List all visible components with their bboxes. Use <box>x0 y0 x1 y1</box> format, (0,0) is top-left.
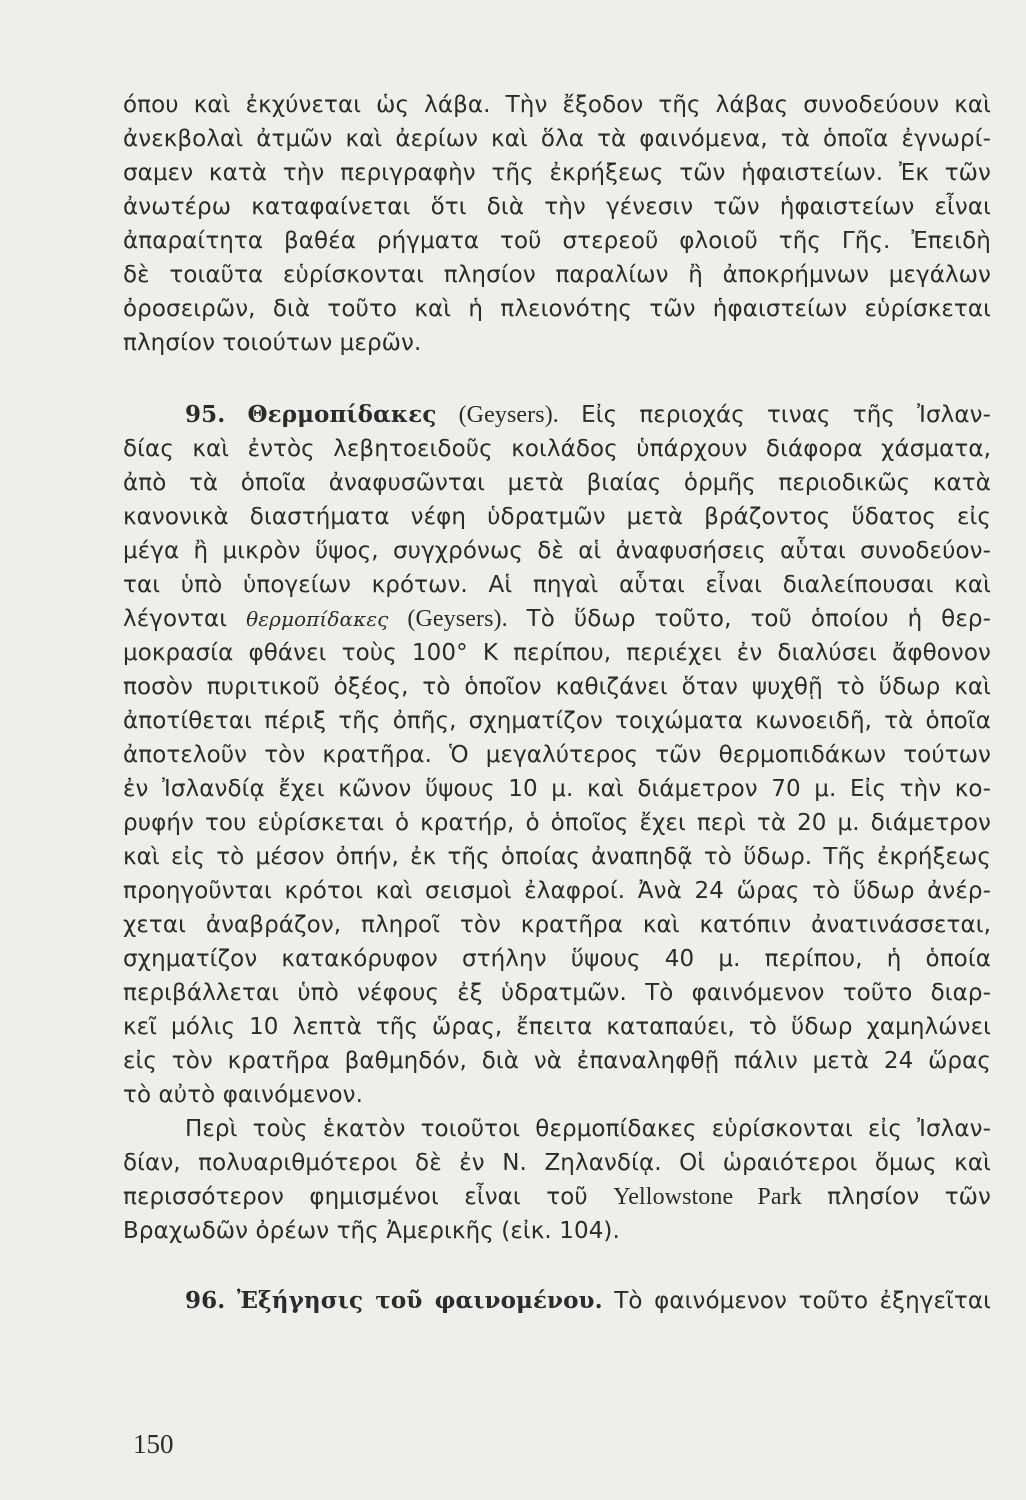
text-fragment: λέγονται <box>123 606 228 632</box>
text-line: περιβάλλεται ὑπὸ νέφους ἐξ ὑδρατμῶν. Τὸ φαινόμενον τοῦτο διαρ- <box>123 980 991 1006</box>
text-line: Περὶ τοὺς ἑκατὸν τοιοῦτοι θερμοπίδακες εὑρίσκονται εἰς Ἰσλαν- <box>185 1116 991 1142</box>
text-line: τὸ αὐτὸ φαινόμενον. <box>123 1082 364 1108</box>
text-line: ποσὸν πυριτικοῦ ὀξέος, τὸ ὁποῖον καθιζάνει ὅταν ψυχθῇ τὸ ὕδωρ καὶ <box>123 674 991 700</box>
paragraph-geyser-locations <box>123 1112 991 1248</box>
text-fragment: Τὸ φαινόμενον τοῦτο ἐξηγεῖται <box>614 1288 992 1314</box>
text-line: προηγοῦνται κρότοι καὶ σεισμοὶ ἐλαφροί. Ἀνὰ 24 ὥρας τὸ ὕδωρ ἀνέρ- <box>123 878 991 904</box>
text-line: ἀνεκβολαὶ ἀτμῶν καὶ ἀερίων καὶ ὅλα τὰ φαινόμενα, τὰ ὁποῖα ἐγνωρί- <box>123 126 991 152</box>
text-line: όπου καὶ ἐκχύνεται ὡς λάβα. Τὴν ἔξοδον τῆς λάβας συνοδεύουν καὶ <box>123 92 991 118</box>
text-line: μοκρασία φθάνει τοὺς 100° Κ περίπου, περιέχει ἐν διαλύσει ἄφθονον <box>123 640 991 666</box>
section-title: Ἐξήγησις τοῦ φαινομένου. <box>236 1287 603 1314</box>
text-fragment: Εἰς περιοχάς τινας τῆς Ἰσλαν- <box>581 402 991 428</box>
section-heading-line <box>123 1284 991 1318</box>
text-line: μέγα ἢ μικρὸν ὕψος, συγχρόνως δὲ αἱ ἀναφυσήσεις αὗται συνοδεύον- <box>123 538 991 564</box>
section-number: 96. <box>185 1287 226 1314</box>
section-title: Θερμοπίδακες <box>247 401 437 428</box>
text-line: ἐν Ἰσλανδίᾳ ἔχει κῶνον ὕψους 10 μ. καὶ διάμετρον 70 μ. Εἰς τὴν κο- <box>123 776 991 802</box>
text-line: ται ὑπὸ ὑπογείων κρότων. Αἱ πηγαὶ αὗται εἶναι διαλείπουσαι καὶ <box>123 572 991 598</box>
text-line <box>123 602 991 636</box>
text-line: ἀποτίθεται πέριξ τῆς ὀπῆς, σχηματίζον τοιχώματα κωνοειδῆ, τὰ ὁποῖα <box>123 708 991 734</box>
text-line: κανονικὰ διαστήματα νέφη ὑδρατμῶν μετὰ βράζοντος ὕδατος εἰς <box>123 504 991 530</box>
text-line: δίας καὶ ἐντὸς λεβητοειδοῦς κοιλάδος ὑπάρχουν διάφορα χάσματα, <box>123 436 991 462</box>
text-line: ἀπαραίτητα βαθέα ρήγματα τοῦ στερεοῦ φλοιοῦ τῆς Γῆς. Ἐπειδὴ <box>123 228 991 254</box>
latin-term: (Geysers). <box>407 606 508 632</box>
text-fragment: Τὸ ὕδωρ τοῦτο, τοῦ ὁποίου ἡ θερ- <box>526 606 991 632</box>
text-line: χεται ἀναβράζον, πληροῖ τὸν κρατῆρα καὶ κατόπιν ἀνατινάσσεται, <box>123 912 991 938</box>
text-line: Βραχωδῶν ὀρέων τῆς Ἀμερικῆς (εἰκ. 104). <box>123 1218 620 1244</box>
text-line: πλησίον τοιούτων μερῶν. <box>123 330 422 356</box>
text-fragment: πλησίον τῶν <box>827 1184 991 1210</box>
italic-term: θερμοπίδακες <box>246 607 389 631</box>
latin-term: Yellowstone Park <box>613 1184 802 1210</box>
section-95-geysers <box>123 398 991 1112</box>
text-line: ρυφήν του εὑρίσκεται ὁ κρατήρ, ὁ ὁποῖος ἔχει περὶ τὰ 20 μ. διάμετρον <box>123 810 991 836</box>
text-line: σαμεν κατὰ τὴν περιγραφὴν τῆς ἐκρήξεως τῶν ἡφαιστείων. Ἐκ τῶν <box>123 160 991 186</box>
text-line <box>123 1180 991 1214</box>
section-heading-line <box>123 398 991 432</box>
text-line: δίαν, πολυαριθμότεροι δὲ ἐν Ν. Ζηλανδίᾳ. Οἱ ὡραιότεροι ὅμως καὶ <box>123 1150 991 1176</box>
page-text-block <box>123 88 991 1318</box>
section-number: 95. <box>185 401 226 428</box>
text-line: ἀπὸ τὰ ὁποῖα ἀναφυσῶνται μετὰ βιαίας ὁρμῆς περιοδικῶς κατὰ <box>123 470 991 496</box>
text-line: καὶ εἰς τὸ μέσον ὀπήν, ἐκ τῆς ὁποίας ἀναπηδᾷ τὸ ὕδωρ. Τῆς ἐκρήξεως <box>123 844 991 870</box>
page-number: 150 <box>133 1429 174 1459</box>
text-line: ἀποτελοῦν τὸν κρατῆρα. Ὁ μεγαλύτερος τῶν θερμοπιδάκων τούτων <box>123 742 991 768</box>
text-line: δὲ τοιαῦτα εὑρίσκονται πλησίον παραλίων ἢ ἀποκρήμνων μεγάλων <box>123 262 991 288</box>
text-fragment: περισσότερον φημισμένοι εἶναι τοῦ <box>123 1184 588 1210</box>
paragraph-volcano-continuation <box>123 88 991 360</box>
text-line: σχηματίζον κατακόρυφον στήλην ὕψους 40 μ. περίπου, ἡ ὁποία <box>123 946 991 972</box>
section-96-explanation <box>123 1284 991 1318</box>
latin-term: (Geysers). <box>458 402 559 428</box>
text-line: ἀνωτέρω καταφαίνεται ὅτι διὰ τὴν γένεσιν τῶν ἡφαιστείων εἶναι <box>123 194 991 220</box>
text-line: εἰς τὸν κρατῆρα βαθμηδόν, διὰ νὰ ἐπαναληφθῇ πάλιν μετὰ 24 ὥρας <box>123 1048 991 1074</box>
text-line: κεῖ μόλις 10 λεπτὰ τῆς ὥρας, ἔπειτα καταπαύει, τὸ ὕδωρ χαμηλώνει <box>123 1014 991 1040</box>
text-line: ὀροσειρῶν, διὰ τοῦτο καὶ ἡ πλειονότης τῶν ἡφαιστείων εὑρίσκεται <box>123 296 991 322</box>
